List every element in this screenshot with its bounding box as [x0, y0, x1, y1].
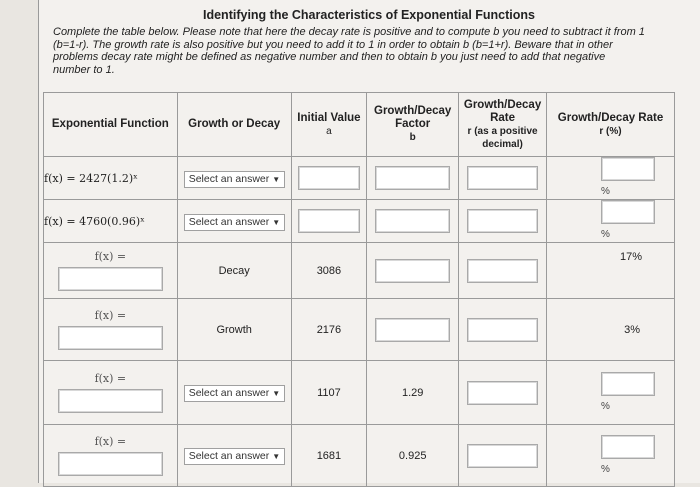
factor-value: 0.925: [367, 425, 459, 487]
header-factor: Growth/Decay Factor b: [367, 93, 459, 157]
growth-decay-select[interactable]: Select an answer ▼: [184, 214, 285, 231]
growth-decay-select[interactable]: Select an answer ▼: [184, 448, 285, 465]
percent-sign: %: [601, 229, 610, 240]
factor-input[interactable]: [375, 209, 450, 233]
function-prefix: f(x) =: [94, 435, 127, 448]
function-expression: f(x) = 4760(0.96)ˣ: [44, 200, 178, 243]
percent-sign: %: [601, 463, 610, 475]
rate-decimal-input[interactable]: [467, 259, 538, 283]
function-input[interactable]: [58, 452, 163, 476]
table-row: [44, 243, 675, 299]
function-prefix: f(x) =: [94, 250, 127, 263]
initial-value: 1107: [291, 361, 367, 425]
growth-decay-select[interactable]: Select an answer ▼: [184, 385, 285, 402]
function-input[interactable]: [58, 267, 163, 291]
table-row: [44, 200, 675, 243]
rate-decimal-input[interactable]: [467, 166, 538, 190]
header-rate-decimal: Growth/Decay Rate r (as a positive decimal): [459, 93, 547, 157]
chevron-down-icon: ▼: [272, 389, 281, 398]
function-prefix: f(x) =: [94, 309, 127, 322]
chevron-down-icon: ▼: [272, 452, 281, 461]
header-rate-percent: Growth/Decay Rate r (%): [547, 93, 675, 157]
growth-decay-value: Decay: [177, 243, 291, 299]
rate-percent-input[interactable]: [601, 372, 655, 396]
rate-percent-input[interactable]: [601, 200, 655, 224]
factor-value: 1.29: [367, 361, 459, 425]
function-input[interactable]: [58, 389, 163, 413]
rate-decimal-input[interactable]: [467, 444, 538, 468]
function-input[interactable]: [58, 326, 163, 350]
initial-value: 1681: [291, 425, 367, 487]
function-prefix: f(x) =: [94, 372, 127, 385]
initial-value-input[interactable]: [298, 209, 361, 233]
header-growth-or-decay: Growth or Decay: [177, 93, 291, 157]
instructions-text: Complete the table below. Please note that here the decay rate is positive and to compute b you need to subtract it from 1 (b=1-r). The growth rate is also positive but you need to add it to 1 in order to obtain b (b=1+r). Beware that in other problems decay rate might be defined as negative number and then to obtain b you just need to add that negative number to 1.: [53, 26, 645, 76]
rate-decimal-input[interactable]: [467, 318, 538, 342]
rate-decimal-input[interactable]: [467, 209, 538, 233]
worksheet: [38, 0, 700, 483]
percent-sign: %: [601, 186, 610, 197]
table-row: [44, 361, 675, 425]
header-row: [44, 93, 675, 157]
initial-value: 3086: [291, 243, 367, 299]
characteristics-table: [43, 92, 675, 487]
rate-percent-value: 17%: [547, 243, 675, 299]
table-row: [44, 299, 675, 361]
function-expression: f(x) = 2427(1.2)ˣ: [44, 157, 178, 200]
growth-decay-select[interactable]: Select an answer ▼: [184, 171, 285, 188]
header-initial-value: Initial Value a: [291, 93, 367, 157]
initial-value: 2176: [291, 299, 367, 361]
factor-input[interactable]: [375, 318, 450, 342]
page-title: Identifying the Characteristics of Exponential Functions: [203, 8, 535, 22]
rate-percent-input[interactable]: [601, 157, 655, 181]
header-function: Exponential Function: [44, 93, 178, 157]
chevron-down-icon: ▼: [272, 174, 281, 184]
table-row: [44, 157, 675, 200]
rate-percent-input[interactable]: [601, 435, 655, 459]
rate-decimal-input[interactable]: [467, 381, 538, 405]
rate-percent-value: 3%: [547, 299, 675, 361]
growth-decay-value: Growth: [177, 299, 291, 361]
initial-value-input[interactable]: [298, 166, 361, 190]
factor-input[interactable]: [375, 259, 450, 283]
table-row: [44, 425, 675, 487]
percent-sign: %: [601, 400, 610, 412]
chevron-down-icon: ▼: [272, 217, 281, 227]
factor-input[interactable]: [375, 166, 450, 190]
